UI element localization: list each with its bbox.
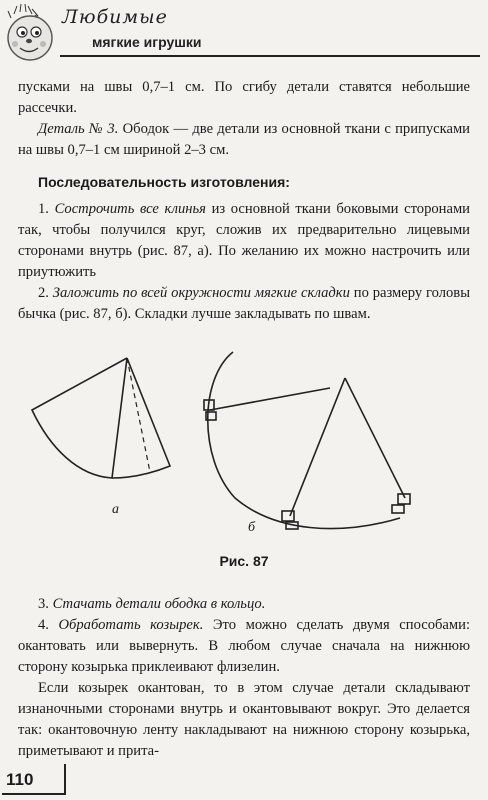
page-number: 110 bbox=[6, 770, 34, 789]
sewing-diagram bbox=[20, 348, 470, 548]
footer-rule-vertical bbox=[64, 764, 66, 795]
figure-caption: Рис. 87 bbox=[219, 553, 269, 569]
section-heading: Последовательность изготовления: bbox=[38, 174, 290, 190]
text-block-steps bbox=[18, 199, 470, 325]
step-2-text: по размеру головы бычка (рис. 87, б). Складки лучше закладывать по швам. bbox=[18, 285, 471, 322]
detail-3-label: Деталь № 3. bbox=[38, 121, 119, 137]
header-title-line1: Любимые bbox=[62, 6, 168, 28]
step-4 bbox=[18, 615, 470, 678]
step-4-text: Это можно сделать двумя способами: окантовать или вывернуть. В любом случае сначала на нижнюю сторону козырька приклеивают флизелин. bbox=[18, 617, 471, 675]
header-title-line2: мягкие игрушки bbox=[92, 34, 202, 50]
figure-label-a: а bbox=[112, 502, 119, 517]
paragraph-edging: Если козырек окантован, то в этом случае детали складывают изнаночными сторонами внутрь и окантовывают вокруг. Это делается так: окантовочную ленту накладывают на нижнюю сторону козырька, приметывают и прита- bbox=[18, 680, 470, 759]
detail-3-text: Ободок — две детали из основной ткани с припусками на швы 0,7–1 см шириной 2–3 см. bbox=[18, 121, 470, 158]
step-3-action: Стачать детали ободка в кольцо. bbox=[52, 596, 266, 612]
step-1-action: Сострочить все клинья bbox=[54, 201, 206, 217]
footer-rule-horizontal bbox=[2, 793, 66, 795]
figure-a-cone-drawing bbox=[32, 358, 170, 478]
text-block-bottom bbox=[18, 594, 470, 762]
figure-87 bbox=[20, 348, 470, 548]
step-3 bbox=[18, 594, 470, 615]
step-3-number: 3. bbox=[38, 596, 53, 612]
figure-label-b: б bbox=[248, 520, 256, 535]
step-4-number: 4. bbox=[38, 617, 59, 633]
step-2-number: 2. bbox=[38, 285, 53, 301]
step-4-action: Обработать козырек. bbox=[58, 617, 204, 633]
figure-b-cap-drawing bbox=[204, 352, 410, 529]
toy-face-logo-icon bbox=[2, 4, 60, 64]
step-1 bbox=[18, 199, 470, 283]
step-1-number: 1. bbox=[38, 201, 55, 217]
step-2 bbox=[18, 283, 470, 325]
page-header bbox=[0, 0, 488, 66]
text-block-top bbox=[18, 77, 470, 161]
paragraph-detail-3 bbox=[18, 119, 470, 161]
paragraph-continuation: пусками на швы 0,7–1 см. По сгибу детали ставятся небольшие рассечки. bbox=[18, 79, 470, 116]
header-rule bbox=[60, 55, 480, 57]
step-1-text: из основной ткани боковыми сторонами так, чтобы получился круг, сложив их предварительно лицевыми сторонами внутрь (рис. 87, а). По желанию их можно настрочить или приутюжить bbox=[18, 201, 470, 280]
step-2-action: Заложить по всей окружности мягкие складки bbox=[52, 285, 350, 301]
